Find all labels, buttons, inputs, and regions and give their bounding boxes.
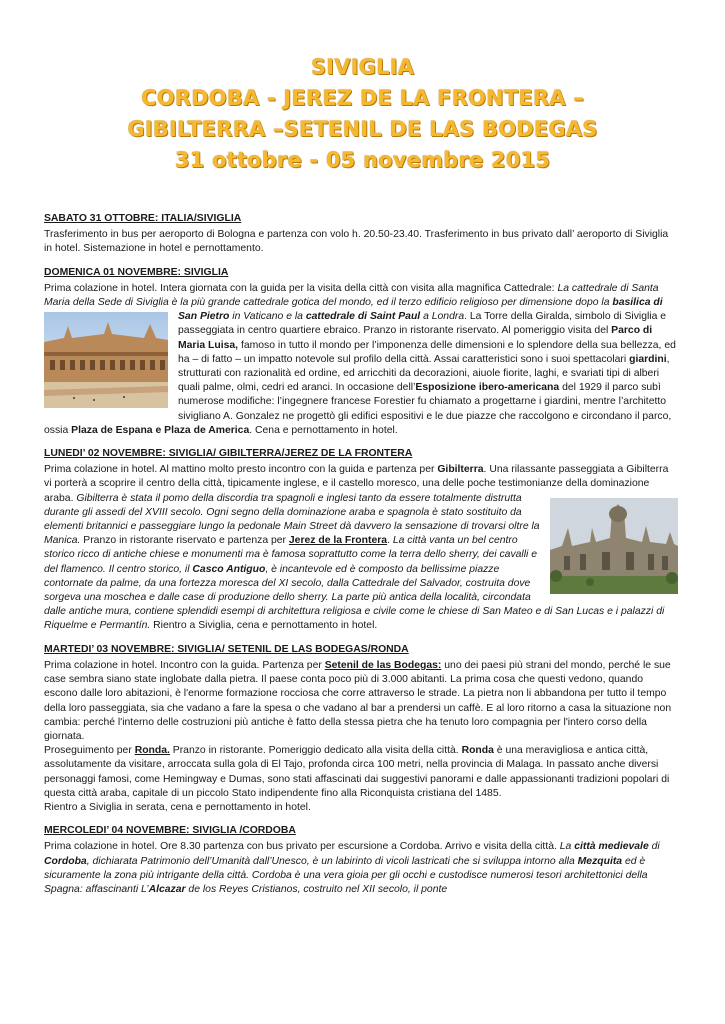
day3-heading: LUNEDI’ 02 NOVEMBRE: SIVIGLIA/ GIBILTERRA/JEREZ DE LA FRONTERA	[44, 448, 413, 460]
title-dates: 31 ottobre - 05 novembre 2015	[174, 148, 551, 172]
day3-text: Prima colazione in hotel. Al mattino molto presto incontro con la guida e partenza per Gibilterra. Una rilassante passeggiata a Gibilterra vi porterà a scoprire il centro della città, tipicamente inglese, e il castello moresco, una delle poche testimonianze della dominazione araba. Gibilterra è stata il pomo della discordia tra spagnoli e inglesi tanto da essere totalmente distrutta durante gli assedi del XVIII secolo. Ogni segno della dominazione araba e spagnola è stato sostituito da elementi britannici e passeggiare lungo la pedonale Main Street dà davvero la sensazione di trovarsi oltre la Manica. Pranzo in ristorante riservato e partenza per Jerez de la Frontera. La città vanta un bel centro storico ricco di antiche chiese e monumenti ma è famosa soprattutto come la terra dello sherry, dei cavalli e del flamenco. Il centro storico, il Casco Antiguo, è incantevole ed è composto da bellissime piazze contornate da palme, da una fortezza moresca del XI secolo, dalla Cattedrale del Salvador, costruita dove sorgeva una moschea e dalle case di produzione dello sherry. La parte più antica della località, circondata dalle antiche mura, contiene splendidi esempi di architettura religiosa e civile come le chiese di San Mateo e di San Lucas e i palazzi di Riquelme e Permantín. Rientro a Siviglia, cena e pernottamento in hotel.	[44, 463, 678, 633]
day2-esposizione: Esposizione ibero-americana	[415, 382, 560, 394]
day5-cordoba: Cordoba	[44, 855, 87, 867]
title-route-1: CORDOBA - JEREZ DE LA FRONTERA –	[141, 86, 584, 110]
day2-heading: DOMENICA 01 NOVEMBRE: SIVIGLIA	[44, 266, 229, 278]
document-title	[0, 52, 725, 176]
title-city: SIVIGLIA	[310, 55, 415, 79]
day2-parco-maria-luisa: Parco di Maria Luisa,	[178, 325, 653, 351]
day2-cathedral-desc: La cattedrale di Santa Maria della Sede di Siviglia è la più grande cattedrale gotica del mondo, ed il terzo edificio religioso per dimensione dopo la	[44, 282, 659, 309]
cathedral-photo	[550, 498, 678, 594]
day5-heading: MERCOLEDI’ 04 NOVEMBRE: SIVIGLIA /CORDOBA	[44, 825, 296, 837]
day2-saint-paul: cattedrale di Saint Paul	[305, 311, 421, 323]
day4-setenil: Setenil de las Bodegas:	[324, 659, 442, 671]
day5-alcazar: Alcazar	[148, 883, 186, 895]
day4-text-3: Rientro a Siviglia in serata, cena e pernottamento in hotel.	[44, 801, 311, 813]
day4-text-2: Proseguimento per Ronda. Pranzo in ristorante. Pomeriggio dedicato alla visita della città. Ronda è una meravigliosa e antica città, assolutamente da visitare, arroccata sulla gola di El Tajo, profonda circa 100 metri, nella provincia di Malaga. In passato anche diversi personaggi famosi, come Hemingway e Dumas, sono stati affascinati dai suggestivi panorami e dalle appassionanti tradizioni popolari di questa città araba, capitale di un piccolo Stato indipendente fino alla Riconquista cristiana del 1485.	[44, 745, 670, 799]
day4-ronda: Ronda	[461, 745, 494, 757]
day4-heading: MARTEDI’ 03 NOVEMBRE: SIVIGLIA/ SETENIL DE LAS BODEGAS/RONDA	[44, 643, 409, 655]
day2-plazas: Plaza de Espana e Plaza de America	[71, 424, 250, 436]
day3-casco-antiguo: Casco Antiguo	[192, 563, 266, 575]
day3-gibilterra-desc: Gibilterra è stata il pomo della discordia tra spagnoli e inglesi tanto da essere totalmente distrutta durante gli assedi del XVIII secolo. Ogni segno della dominazione araba e spagnola è stato sostituito da elementi britannici e passeggiare lungo la pedonale Main Street dà davvero la sensazione di trovarsi oltre la Manica.	[44, 492, 540, 547]
day2-giardini: giardini	[629, 353, 667, 365]
day1-text: Trasferimento in bus per aeroporto di Bologna e partenza con volo h. 20.50-23.40. Trasferimento in bus privato dall’ aeroporto di Siviglia in hotel. Sistemazione in hotel e pernottamento.	[44, 229, 669, 255]
day5-citta-medievale: città medievale	[574, 841, 649, 853]
title-route-2: GIBILTERRA –SETENIL DE LAS BODEGAS	[127, 117, 598, 141]
day2-san-pietro: basilica di San Pietro	[178, 297, 663, 323]
day3-jerez: Jerez de la Frontera	[288, 535, 388, 547]
day2-intro: Prima colazione in hotel. Intera giornata con la guida per la visita della città con visita alla magnifica Cattedrale:	[44, 282, 558, 294]
plaza-de-espana-photo	[44, 312, 168, 408]
day2-text: Prima colazione in hotel. Intera giornata con la guida per la visita della città con visita alla magnifica Cattedrale: La cattedrale di Santa Maria della Sede di Siviglia è la più grande cattedrale gotica del mondo, ed il terzo edificio religioso per dimensione dopo la basilica di San Pietro in Vaticano e la cattedrale di Saint Paul a Londra. La Torre della Giralda, simbolo di Siviglia e passeggiata in centro quartiere ebraico. Pranzo in ristorante riservato. Al pomeriggio visita del Parco di Maria Luisa, famoso in tutto il mondo per l’imponenza delle dimensioni e lo splendore della sua bellezza, ed ha – di fatto – un impatto notevole sul profilo della città. Assai caratteristici sono i suoi spettacolari giardini, strutturati con razionalità ed ordine, ed arricchiti da decorazioni, aiuole fiorite, laghi, e svariati tipi di alberi quali palme, olmi, cedri ed aranci. In occasione dell’Esposizione ibero-americana del 1929 il parco subì numerose modifiche: l’ingegnere francese Forestier fu chiamato a progettarne i giardini, mentre l’architetto sivigliano A. Gonzalez ne progettò gli edifici espositivi e le due piazze che raccolgono e circondano il parco, ossia Plaza de Espana e Plaza de America. Cena e pernottamento in hotel.	[44, 282, 676, 436]
day4-ronda-link: Ronda.	[134, 745, 170, 757]
day1-heading: SABATO 31 OTTOBRE: ITALIA/SIVIGLIA	[44, 213, 242, 224]
day3-gibilterra: Gibilterra	[437, 464, 484, 476]
day5-mezquita: Mezquita	[577, 855, 623, 867]
day5-text: Prima colazione in hotel. Ore 8.30 partenza con bus privato per escursione a Cordoba. Arrivo e visita della città. La città medievale di Cordoba, dichiarata Patrimonio dell’Umanità dall’Unesco, è un labirinto di vicoli lastricati che si sviluppa intorno alla Mezquita ed è sicuramente la zona più intrigante della città. Cordoba è una vera gioia per gli occhi e custodisce numerosi tesori architettonici della Spagna: affascinanti L’Alcazar de los Reyes Cristianos, costruito nel XII secolo, il ponte	[44, 841, 660, 895]
day4-text: Prima colazione in hotel. Incontro con la guida. Partenza per Setenil de las Bodegas: uno dei paesi più strani del mondo, perché le sue case sembra siano state inglobate dalla pietra. Il paese conta poco più di 3.000 abitanti. La prima cosa che questi vedono, quando escono dalle loro abitazioni, è l'enorme formazione rocciosa che corre attraverso le strade. La pietra non li abbandona per tutto il tempo della loro passeggiata, sia che vadano a fare la spesa o che vadano al bar a prendersi un caffè. E al loro ritorno a casa la situazione non cambia: perché l'interno delle costruzioni più antiche è fatto della stessa pietra che ha tenuto loro compagnia per l'intero corso della giornata.	[44, 659, 672, 742]
itinerary-body	[44, 212, 678, 906]
